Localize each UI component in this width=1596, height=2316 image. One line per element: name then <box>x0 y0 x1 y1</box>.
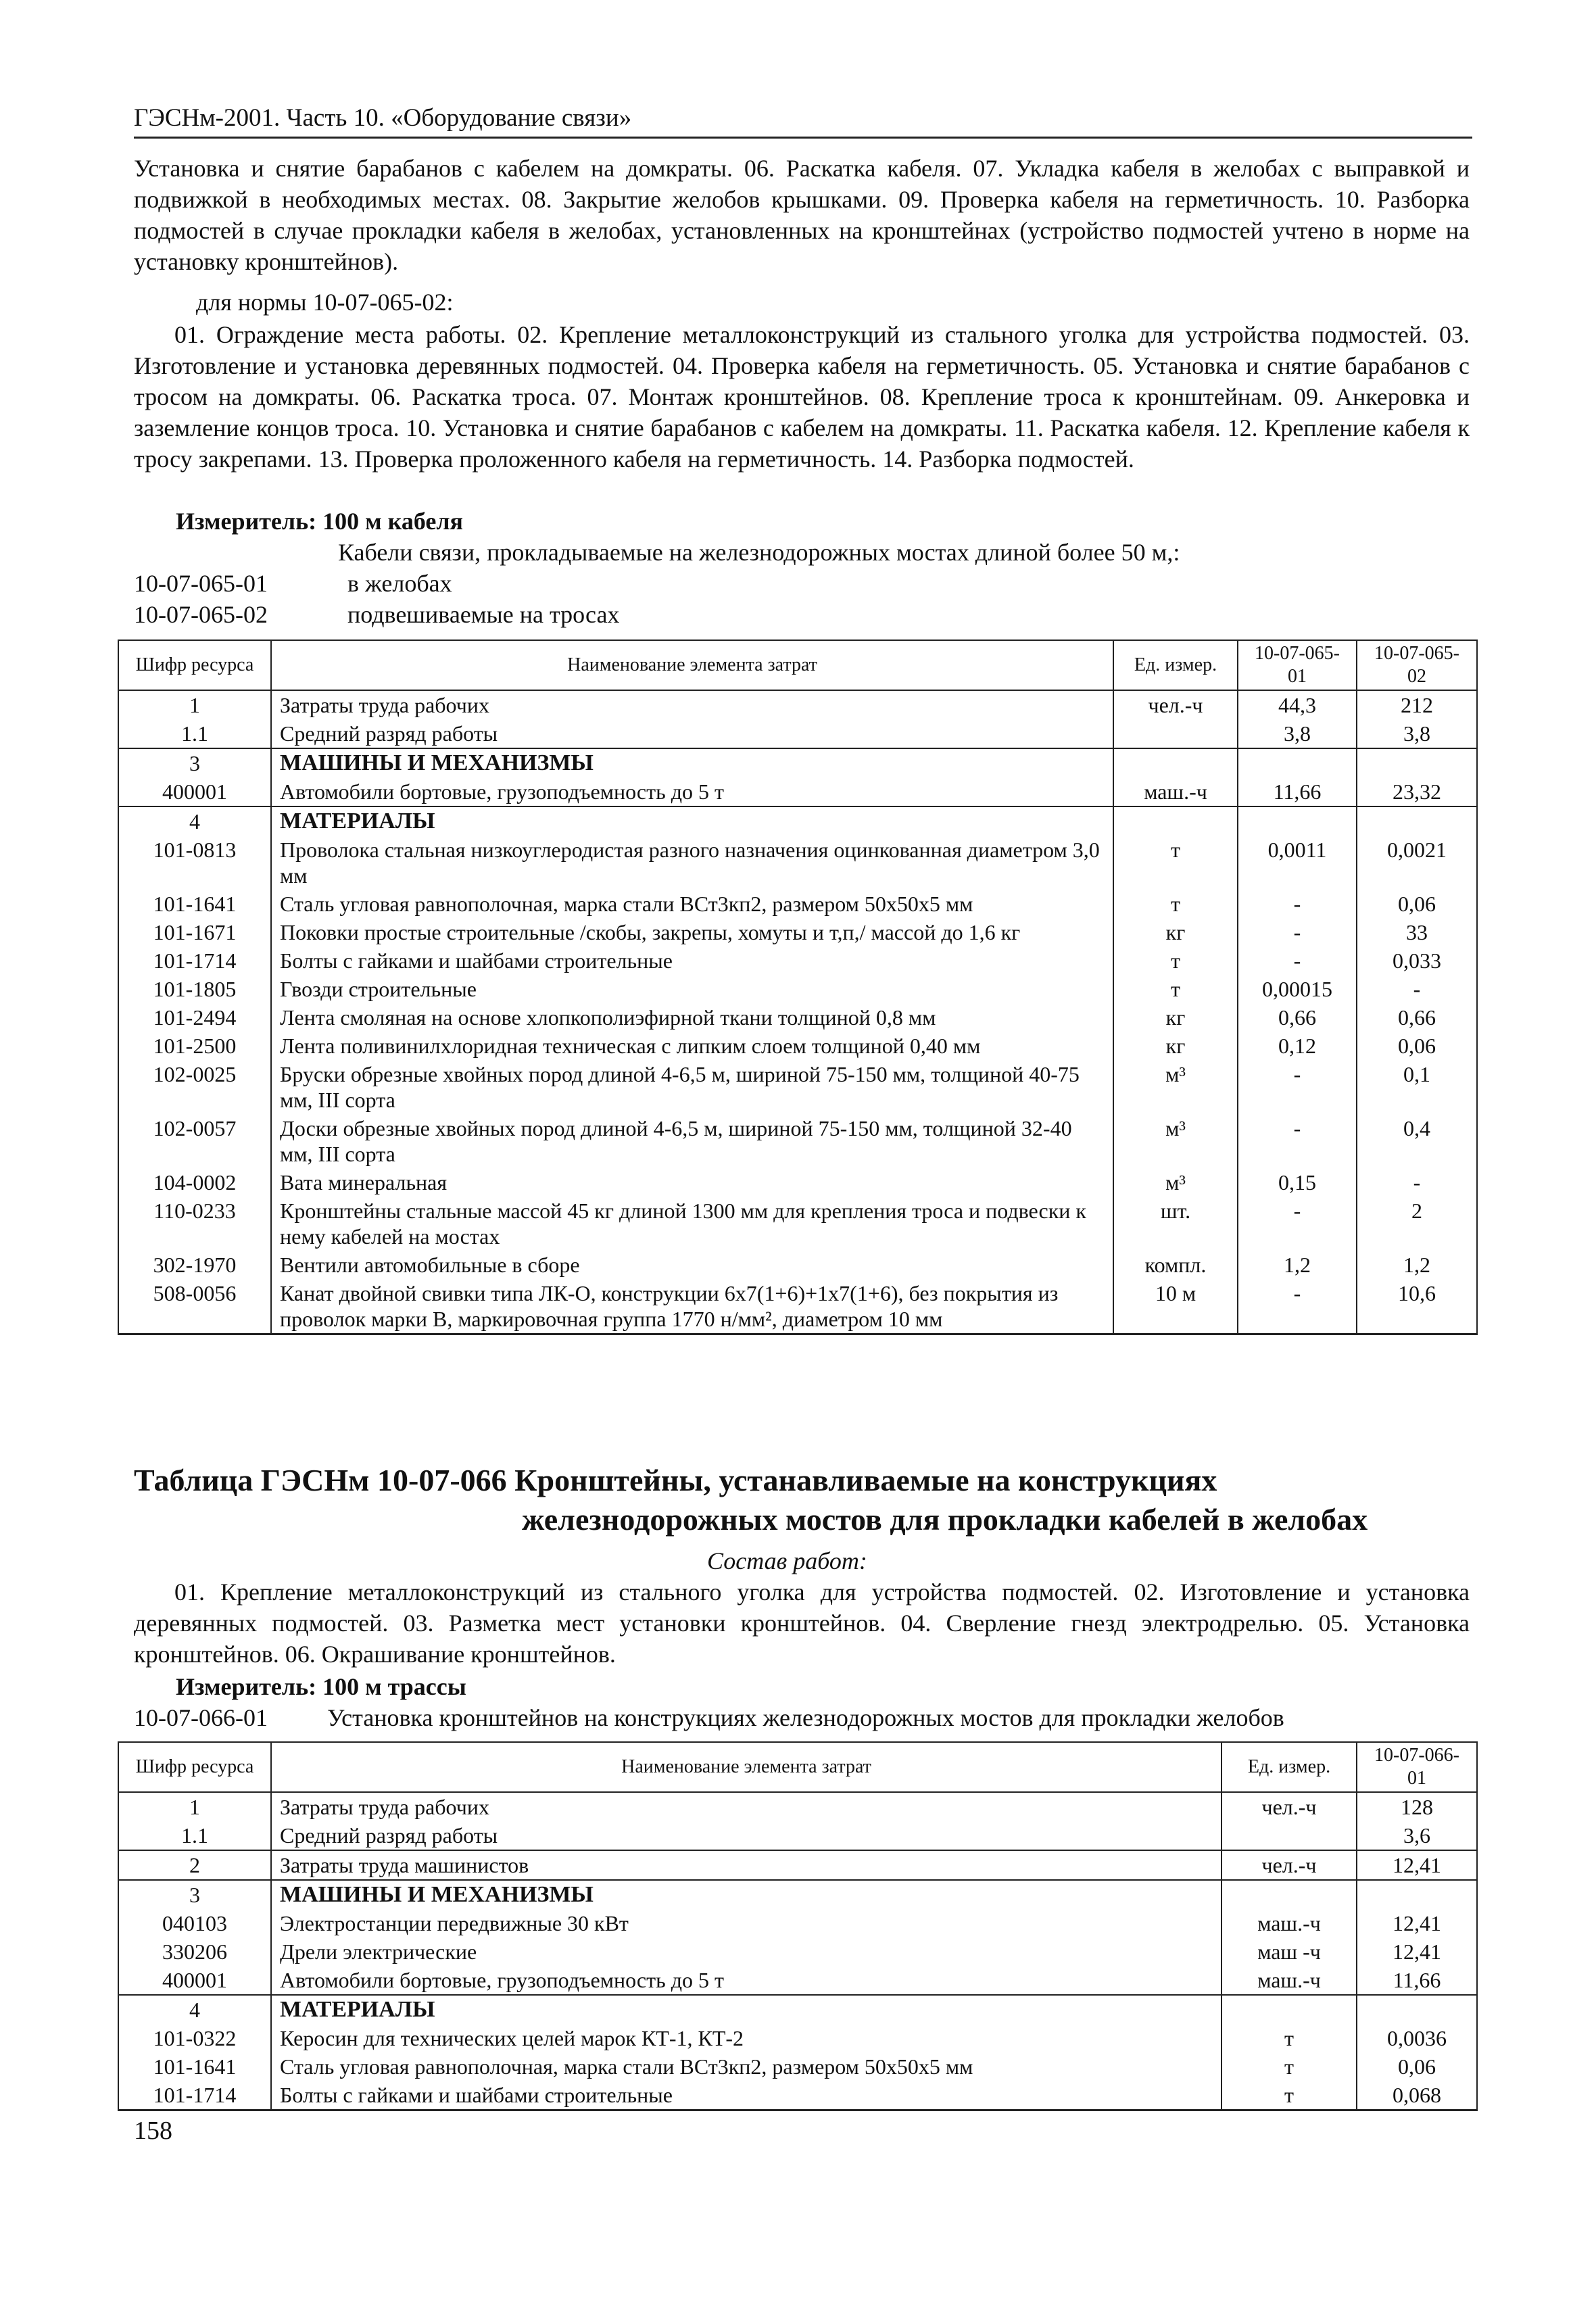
cell-resource-code: 1 <box>118 690 271 719</box>
cell-norm-value: 0,06 <box>1357 890 1477 918</box>
cell-resource-name: Средний разряд работы <box>271 1821 1222 1850</box>
cell-resource-name: Вата минеральная <box>271 1168 1113 1197</box>
running-header: ГЭСНм-2001. Часть 10. «Оборудование связи» <box>134 101 1472 139</box>
work-description-continued: Установка и снятие барабанов с кабелем на домкраты. 06. Раскатка кабеля. 07. Укладка кабеля в желобах с выправкой и подвижкой в необходимых местах. 08. Закрытие желобов крышками. 09. Проверка кабеля на герметичность. 10. Разборка подмостей в случае прокладки кабеля в желобах, установленных на кронштейнах (устройство подмостей учтено в норме на установку кронштейнов). <box>134 155 1470 275</box>
table-row <box>118 1197 1477 1251</box>
cables-caption: Кабели связи, прокладываемые на железнодорожных мостах длиной более 50 м,: <box>338 539 1180 566</box>
cell-resource-name: Вентили автомобильные в сборе <box>271 1251 1113 1279</box>
cell-norm-value <box>1357 806 1477 836</box>
table-header-row <box>118 1742 1477 1792</box>
cell-resource-name: Лента поливинилхлоридная техническая с липким слоем толщиной 0,40 мм <box>271 1032 1113 1060</box>
cell-unit: т <box>1113 975 1238 1003</box>
cell-resource-code: 102-0025 <box>118 1060 271 1114</box>
cell-unit <box>1222 1880 1357 1909</box>
cell-norm-value: 11,66 <box>1357 1966 1477 1995</box>
col-header-name: Наименование элемента затрат <box>271 640 1113 690</box>
cell-resource-name: Кронштейны стальные массой 45 кг длиной 1300 мм для крепления троса и подвески к нему кабелей на мостах <box>271 1197 1113 1251</box>
norm-code: 10-07-065-02 <box>134 601 268 628</box>
cell-unit: т <box>1222 2024 1357 2052</box>
cell-resource-code: 102-0057 <box>118 1114 271 1168</box>
cell-resource-name: Электростанции передвижные 30 кВт <box>271 1909 1222 1937</box>
cell-resource-name: Затраты труда рабочих <box>271 1792 1222 1821</box>
table-row <box>118 918 1477 946</box>
cell-resource-code: 104-0002 <box>118 1168 271 1197</box>
cell-norm-value: - <box>1238 918 1357 946</box>
cell-unit: кг <box>1113 1003 1238 1032</box>
cell-norm-value: 0,4 <box>1357 1114 1477 1168</box>
table-row <box>118 836 1477 890</box>
col-header-norm-1: 10-07-065-01 <box>1238 640 1357 690</box>
col-header-name: Наименование элемента затрат <box>271 1742 1222 1792</box>
cell-norm-value: 12,41 <box>1357 1937 1477 1966</box>
cell-unit: т <box>1222 2081 1357 2110</box>
cell-unit: т <box>1113 946 1238 975</box>
page-number: 158 <box>134 2117 172 2145</box>
cell-resource-code: 101-1805 <box>118 975 271 1003</box>
col-header-unit: Ед. измер. <box>1113 640 1238 690</box>
table-row <box>118 1850 1477 1880</box>
cell-resource-code: 1 <box>118 1792 271 1821</box>
cell-norm-value: 0,15 <box>1238 1168 1357 1197</box>
resource-table-10-07-065 <box>118 640 1478 1335</box>
cell-norm-value: 0,66 <box>1238 1003 1357 1032</box>
cell-resource-name: МАШИНЫ И МЕХАНИЗМЫ <box>271 748 1113 777</box>
cell-norm-value: 0,033 <box>1357 946 1477 975</box>
cell-resource-code: 101-1671 <box>118 918 271 946</box>
col-header-code: Шифр ресурса <box>118 640 271 690</box>
norm-reference-label: для нормы 10-07-065-02: <box>196 289 454 316</box>
norm-code: 10-07-066-01 <box>134 1704 268 1731</box>
cell-norm-value: 3,8 <box>1238 719 1357 748</box>
cell-norm-value: 212 <box>1357 690 1477 719</box>
cell-norm-value: 33 <box>1357 918 1477 946</box>
cell-unit: 10 м <box>1113 1279 1238 1334</box>
table-row <box>118 748 1477 777</box>
cell-resource-name: Автомобили бортовые, грузоподъемность до 5 т <box>271 1966 1222 1995</box>
cell-resource-code: 302-1970 <box>118 1251 271 1279</box>
table-row <box>118 690 1477 719</box>
work-composition-heading: Состав работ: <box>707 1547 867 1574</box>
cell-resource-name: Поковки простые строительные /скобы, закрепы, хомуты и т,п,/ массой до 1,6 кг <box>271 918 1113 946</box>
cell-resource-code: 101-1641 <box>118 2052 271 2081</box>
table-row <box>118 2052 1477 2081</box>
cell-norm-value: 0,0011 <box>1238 836 1357 890</box>
cell-resource-name: МАТЕРИАЛЫ <box>271 806 1113 836</box>
cell-unit <box>1113 719 1238 748</box>
cell-resource-name: Проволока стальная низкоуглеродистая разного назначения оцинкованная диаметром 3,0 мм <box>271 836 1113 890</box>
cell-norm-value: 12,41 <box>1357 1909 1477 1937</box>
norm-code: 10-07-065-01 <box>134 570 268 597</box>
cell-resource-code: 101-2500 <box>118 1032 271 1060</box>
cell-norm-value: - <box>1238 1279 1357 1334</box>
cell-unit: шт. <box>1113 1197 1238 1251</box>
cell-resource-name: Бруски обрезные хвойных пород длиной 4-6,5 м, шириной 75-150 мм, толщиной 40-75 мм, III сорта <box>271 1060 1113 1114</box>
cell-resource-code: 101-1641 <box>118 890 271 918</box>
cell-norm-value: 0,0036 <box>1357 2024 1477 2052</box>
cell-resource-code: 110-0233 <box>118 1197 271 1251</box>
cell-resource-name: Средний разряд работы <box>271 719 1113 748</box>
table-row <box>118 1060 1477 1114</box>
cell-unit: чел.-ч <box>1222 1850 1357 1880</box>
cell-norm-value: 128 <box>1357 1792 1477 1821</box>
cell-resource-name: Гвозди строительные <box>271 975 1113 1003</box>
cell-resource-code: 040103 <box>118 1909 271 1937</box>
cell-resource-code: 101-0322 <box>118 2024 271 2052</box>
cell-resource-name: Лента смоляная на основе хлопкополиэфирной ткани толщиной 0,8 мм <box>271 1003 1113 1032</box>
cell-norm-value: 12,41 <box>1357 1850 1477 1880</box>
cell-resource-name: Канат двойной свивки типа ЛК-О, конструкции 6х7(1+6)+1х7(1+6), без покрытия из проволок марки В, маркировочная группа 1770 н/мм², диаметром 10 мм <box>271 1279 1113 1334</box>
table-row <box>118 1114 1477 1168</box>
cell-resource-code: 400001 <box>118 1966 271 1995</box>
cell-norm-value: 2 <box>1357 1197 1477 1251</box>
cell-unit: маш.-ч <box>1113 777 1238 806</box>
cell-unit: маш -ч <box>1222 1937 1357 1966</box>
table-row <box>118 2024 1477 2052</box>
cell-norm-value: 0,00015 <box>1238 975 1357 1003</box>
col-header-norm-1: 10-07-066-01 <box>1357 1742 1477 1792</box>
cell-unit: т <box>1222 2052 1357 2081</box>
cell-unit <box>1222 1995 1357 2024</box>
table-row <box>118 1909 1477 1937</box>
table-row <box>118 1792 1477 1821</box>
table-row <box>118 890 1477 918</box>
cell-resource-name: Доски обрезные хвойных пород длиной 4-6,5 м, шириной 75-150 мм, толщиной 32-40 мм, III сорта <box>271 1114 1113 1168</box>
cell-unit: т <box>1113 836 1238 890</box>
cell-unit: м³ <box>1113 1060 1238 1114</box>
cell-unit: м³ <box>1113 1168 1238 1197</box>
cell-norm-value: 1,2 <box>1238 1251 1357 1279</box>
cell-norm-value: 0,06 <box>1357 1032 1477 1060</box>
norm-name: подвешиваемые на тросах <box>347 601 620 628</box>
table-row <box>118 1251 1477 1279</box>
cell-resource-name: МАШИНЫ И МЕХАНИЗМЫ <box>271 1880 1222 1909</box>
cell-unit: маш.-ч <box>1222 1909 1357 1937</box>
cell-resource-name: Болты с гайками и шайбами строительные <box>271 946 1113 975</box>
cell-norm-value: 23,32 <box>1357 777 1477 806</box>
cell-resource-code: 101-1714 <box>118 946 271 975</box>
table-row <box>118 1966 1477 1995</box>
cell-unit <box>1113 748 1238 777</box>
cell-unit <box>1113 806 1238 836</box>
unit-of-measure-1: Измеритель: 100 м кабеля <box>176 508 464 535</box>
cell-norm-value <box>1357 1880 1477 1909</box>
table-header-row <box>118 640 1477 690</box>
col-header-unit: Ед. измер. <box>1222 1742 1357 1792</box>
cell-norm-value: 44,3 <box>1238 690 1357 719</box>
cell-norm-value: 3,6 <box>1357 1821 1477 1850</box>
cell-unit: чел.-ч <box>1113 690 1238 719</box>
cell-resource-code: 3 <box>118 748 271 777</box>
cell-resource-code: 400001 <box>118 777 271 806</box>
cell-resource-code: 508-0056 <box>118 1279 271 1334</box>
unit-of-measure-2: Измеритель: 100 м трассы <box>176 1673 466 1700</box>
cell-norm-value: 0,068 <box>1357 2081 1477 2110</box>
cell-unit: т <box>1113 890 1238 918</box>
table-row <box>118 1880 1477 1909</box>
col-header-code: Шифр ресурса <box>118 1742 271 1792</box>
cell-resource-code: 101-0813 <box>118 836 271 890</box>
cell-norm-value <box>1238 748 1357 777</box>
cell-resource-code: 330206 <box>118 1937 271 1966</box>
table-row <box>118 806 1477 836</box>
cell-norm-value <box>1238 806 1357 836</box>
cell-norm-value: 0,12 <box>1238 1032 1357 1060</box>
cell-unit: кг <box>1113 1032 1238 1060</box>
cell-norm-value: 0,0021 <box>1357 836 1477 890</box>
cell-norm-value: - <box>1238 1197 1357 1251</box>
cell-resource-name: Автомобили бортовые, грузоподъемность до 5 т <box>271 777 1113 806</box>
cell-resource-code: 101-2494 <box>118 1003 271 1032</box>
cell-unit: компл. <box>1113 1251 1238 1279</box>
cell-unit <box>1222 1821 1357 1850</box>
table-row <box>118 1279 1477 1334</box>
cell-norm-value: 0,66 <box>1357 1003 1477 1032</box>
cell-norm-value: - <box>1357 1168 1477 1197</box>
cell-resource-name: МАТЕРИАЛЫ <box>271 1995 1222 2024</box>
cell-norm-value: 1,2 <box>1357 1251 1477 1279</box>
table-row <box>118 1032 1477 1060</box>
table-row <box>118 1003 1477 1032</box>
cell-norm-value: - <box>1238 1114 1357 1168</box>
resource-table-10-07-066 <box>118 1741 1478 2111</box>
cell-norm-value: 0,1 <box>1357 1060 1477 1114</box>
table-row <box>118 1937 1477 1966</box>
cell-norm-value: 0,06 <box>1357 2052 1477 2081</box>
norm-name: Установка кронштейнов на конструкциях железнодорожных мостов для прокладки желобов <box>327 1704 1284 1731</box>
cell-norm-value: 3,8 <box>1357 719 1477 748</box>
cell-resource-code: 3 <box>118 1880 271 1909</box>
cell-resource-code: 4 <box>118 806 271 836</box>
norm-name: в желобах <box>347 570 452 597</box>
table-row <box>118 1821 1477 1850</box>
cell-resource-name: Сталь угловая равнополочная, марка стали ВСт3кп2, размером 50х50х5 мм <box>271 890 1113 918</box>
cell-unit: маш.-ч <box>1222 1966 1357 1995</box>
table-title-line-1: Таблица ГЭСНм 10-07-066 Кронштейны, устанавливаемые на конструкциях <box>134 1463 1217 1497</box>
cell-resource-name: Сталь угловая равнополочная, марка стали ВСт3кп2, размером 50х50х5 мм <box>271 2052 1222 2081</box>
cell-resource-code: 4 <box>118 1995 271 2024</box>
cell-norm-value: - <box>1238 946 1357 975</box>
cell-resource-name: Затраты труда машинистов <box>271 1850 1222 1880</box>
cell-resource-name: Керосин для технических целей марок КТ-1, КТ-2 <box>271 2024 1222 2052</box>
cell-norm-value <box>1357 1995 1477 2024</box>
cell-norm-value <box>1357 748 1477 777</box>
cell-resource-code: 2 <box>118 1850 271 1880</box>
table-row <box>118 719 1477 748</box>
cell-norm-value: - <box>1238 1060 1357 1114</box>
cell-unit: м³ <box>1113 1114 1238 1168</box>
cell-unit: кг <box>1113 918 1238 946</box>
work-description-norm-02: 01. Ограждение места работы. 02. Крепление металлоконструкций из стального уголка для устройства подмостей. 03. Изготовление и установка деревянных подмостей. 04. Проверка кабеля на герметичность. 05. Установка и снятие барабанов с тросом на домкраты. 06. Раскатка троса. 07. Монтаж кронштейнов. 08. Крепление троса к кронштейнам. 09. Анкеровка и заземление концов троса. 10. Установка и снятие барабанов с кабелем на домкраты. 11. Раскатка кабеля. 12. Крепление кабеля к тросу закрепами. 13. Проверка проложенного кабеля на герметичность. 14. Разборка подмостей. <box>134 321 1470 473</box>
table-row <box>118 2081 1477 2110</box>
table-row <box>118 975 1477 1003</box>
table-row <box>118 1995 1477 2024</box>
cell-resource-code: 101-1714 <box>118 2081 271 2110</box>
cell-norm-value: - <box>1238 890 1357 918</box>
work-description-066: 01. Крепление металлоконструкций из стального уголка для устройства подмостей. 02. Изготовление и установка деревянных подмостей. 03. Разметка мест установки кронштейнов. 04. Сверление гнезд электродрелью. 05. Установка кронштейнов. 06. Окрашивание кронштейнов. <box>134 1578 1470 1668</box>
table-row <box>118 1168 1477 1197</box>
table-row <box>118 777 1477 806</box>
cell-unit: чел.-ч <box>1222 1792 1357 1821</box>
cell-resource-code: 1.1 <box>118 719 271 748</box>
cell-resource-code: 1.1 <box>118 1821 271 1850</box>
col-header-norm-2: 10-07-065-02 <box>1357 640 1477 690</box>
cell-resource-name: Болты с гайками и шайбами строительные <box>271 2081 1222 2110</box>
cell-norm-value: 10,6 <box>1357 1279 1477 1334</box>
cell-norm-value: - <box>1357 975 1477 1003</box>
table-title-line-2: железнодорожных мостов для прокладки кабелей в желобах <box>522 1502 1368 1537</box>
cell-resource-name: Дрели электрические <box>271 1937 1222 1966</box>
cell-resource-name: Затраты труда рабочих <box>271 690 1113 719</box>
table-row <box>118 946 1477 975</box>
cell-norm-value: 11,66 <box>1238 777 1357 806</box>
